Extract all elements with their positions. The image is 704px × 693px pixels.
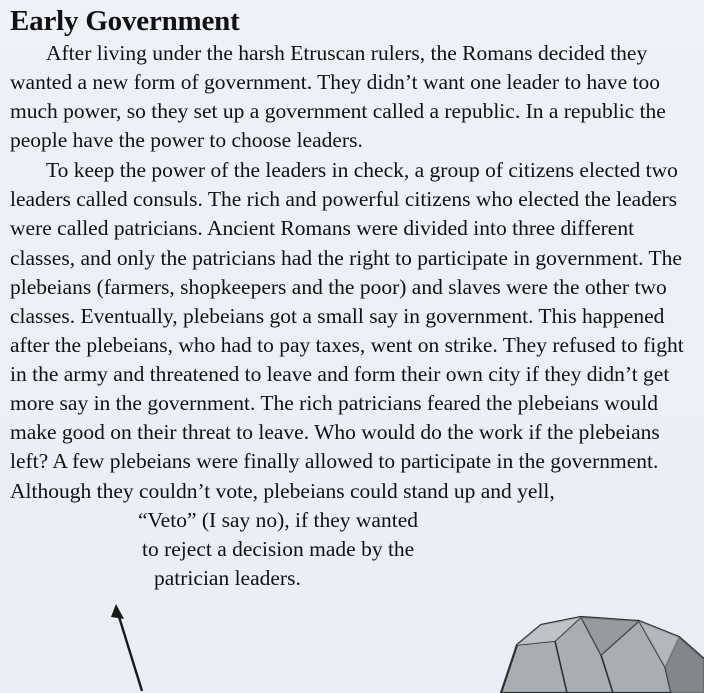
callout-line-1: “Veto” (I say no), if they wanted [138,507,418,532]
paragraph-1: After living under the harsh Etruscan rulers, the Romans decided they wanted a new form of government. They didn’t want one leader to have too much power, so they set up a government called a republic. In a republic the people have the power to choose leaders. [10,40,666,153]
callout-text [10,506,690,593]
rock-illustration-icon [489,615,704,693]
page-title: Early Government [10,5,240,37]
paragraph-2: To keep the power of the leaders in check, a group of citizens elected two leaders called consuls. The rich and powerful citizens who elected the leaders were called patricians. Ancient Romans were divided into three different classes, and only the patricians had the right to participate in government. The plebeians (farmers, shopkeepers and the poor) and slaves were the other two classes. Eventually, plebeians got a small say in government. This happened after the plebeians, who had to pay taxes, went on strike. They refused to fight in the army and threatened to leave and form their own city if they didn’t get more say in the government. The rich patricians feared the plebeians would make good on their threat to leave. Who would do the work if the plebeians left? A few plebeians were finally allowed to participate in the government. Although they couldn’t vote, plebeians could stand up and yell, [10,158,684,503]
callout-line-3: patrician leaders. [154,565,301,590]
arrow-icon [108,601,148,693]
callout-line-2: to reject a decision made by the [142,536,415,561]
